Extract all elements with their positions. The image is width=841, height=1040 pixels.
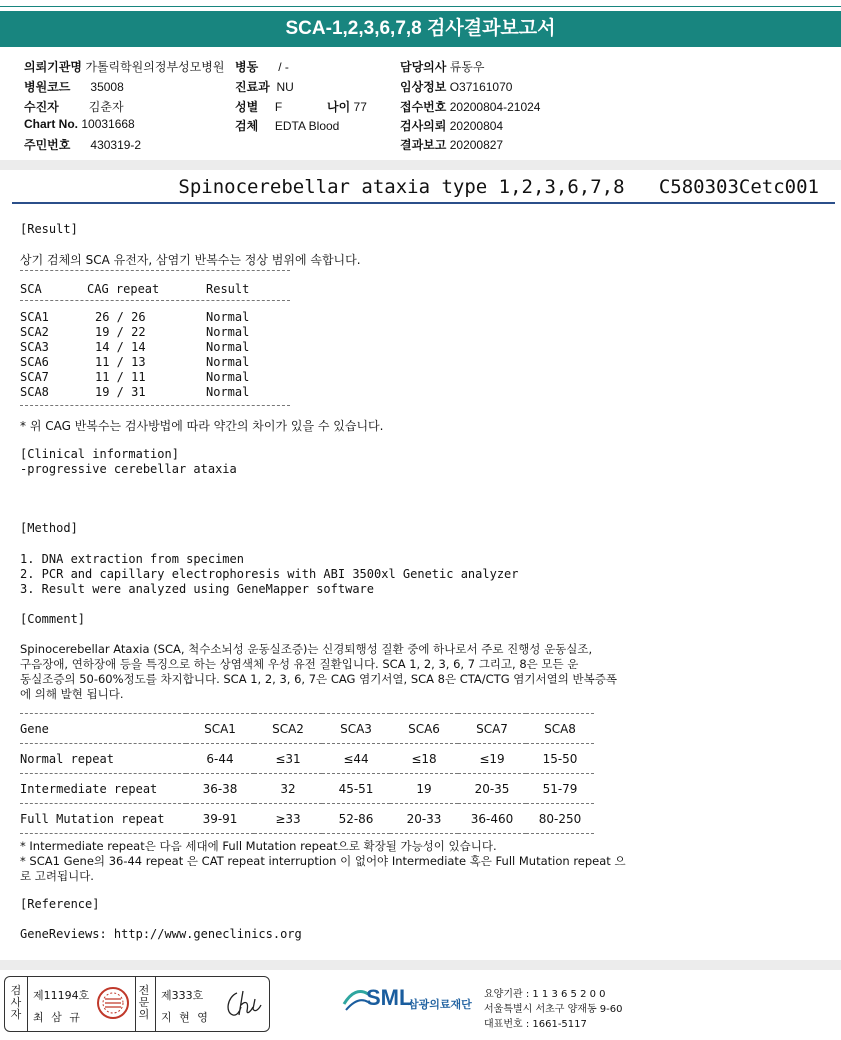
gene-cell: 36-460 [458,804,526,834]
result-sca-cell: SCA7 [20,370,49,384]
info-ward: 병동 / - [235,60,289,74]
tester-label: 검 사 자 [10,984,22,1021]
info-clinical: 임상정보 O37161070 [400,80,513,94]
gene-cell: ≤44 [322,744,390,774]
result-summary: 상기 검체의 SCA 유전자, 삼염기 반복수는 정상 범위에 속합니다. [20,253,361,267]
result-result-cell: Normal [206,370,250,384]
result-sca-cell: SCA6 [20,355,49,369]
gene-table-header [20,714,594,744]
gene-cell: SCA2 [254,714,322,744]
org-name: 삼광의료재단 [408,998,472,1011]
method-header: [Method] [20,521,78,535]
result-result-cell: Normal [206,340,250,354]
result-repeat-cell: 19 / 22 [95,325,146,339]
gene-table-row [20,744,594,774]
result-repeat-cell: 11 / 13 [95,355,146,369]
gene-row-label: Gene [20,714,186,744]
gene-cell: 15-50 [526,744,594,774]
info-report-date: 결과보고 20200827 [400,138,504,152]
gene-cell: 80-250 [526,804,594,834]
info-receipt-no: 접수번호 20200804-21024 [400,100,541,114]
comment-line-1: Spinocerebellar Ataxia (SCA, 척수소뇌성 운동실조증)는 신경퇴행성 질환 중에 하나로서 주로 진행성 운동실조, [20,642,593,656]
result-divider-mid [20,300,290,301]
gene-row-label: Intermediate repeat [20,774,186,804]
info-doctor: 담당의사 류동우 [400,60,485,74]
gene-cell: ≤18 [390,744,458,774]
note-1: * Intermediate repeat은 다음 세대에 Full Mutation repeat으로 확장될 가능성이 있습니다. [20,839,497,853]
comment-header: [Comment] [20,612,86,626]
gene-repeat-table [20,713,594,834]
gene-row-label: Full Mutation repeat [20,804,186,834]
address-line-2: 서울특별시 서초구 양재동 9-60 [484,1004,623,1015]
info-institution: 의뢰기관명 가톨릭학원의정부성모병원 [24,60,225,74]
gene-row-label: Normal repeat [20,744,186,774]
specialist-label: 전 문 의 [138,984,150,1021]
address-line-1: 요양기관 : 1 1 3 6 5 2 0 0 [484,989,606,1000]
gene-cell: 20-33 [390,804,458,834]
specialist-name: 지 현 영 [161,1011,210,1024]
result-sca-cell: SCA3 [20,340,49,354]
reference-text: GeneReviews: http://www.geneclinics.org [20,927,302,941]
gene-cell: 6-44 [186,744,254,774]
result-result-cell: Normal [206,355,250,369]
info-age: 나이 77 [327,100,367,114]
note-3: 로 고려됩니다. [20,869,94,883]
separator-band [0,160,841,170]
result-header: [Result] [20,222,78,236]
address-line-3: 대표번호 : 1661-5117 [484,1019,587,1030]
result-divider-top [20,270,290,271]
gene-cell: SCA8 [526,714,594,744]
gene-cell: 20-35 [458,774,526,804]
seal-stamp-icon [95,985,131,1021]
test-heading: Spinocerebellar ataxia type 1,2,3,6,7,8 C580303Cetc001 [178,176,819,198]
method-item-1: 1. DNA extraction from specimen [20,552,244,566]
result-repeat-cell: 26 / 26 [95,310,146,324]
gene-cell: 19 [390,774,458,804]
gene-cell: 45-51 [322,774,390,804]
gene-cell: SCA1 [186,714,254,744]
method-item-3: 3. Result were analyzed using GeneMapper software [20,582,375,596]
clinical-text: -progressive cerebellar ataxia [20,462,237,476]
comment-line-2: 구음장애, 연하장애 등을 특징으로 하는 상염색체 우성 유전 질환입니다. SCA 1, 2, 3, 6, 7 그리고, 8은 모든 운 [20,657,579,671]
top-rule [0,6,841,7]
result-result-cell: Normal [206,385,250,399]
info-department: 진료과 NU [235,80,294,94]
gene-cell: SCA3 [322,714,390,744]
info-hospital-code: 병원코드 35008 [24,80,124,94]
info-chart-no: Chart No. 10031668 [24,117,135,131]
tester-name: 최 삼 규 [33,1011,82,1024]
report-title: SCA-1,2,3,6,7,8 검사결과보고서 [0,11,841,47]
info-sex: 성별 F [235,100,283,114]
clinical-header: [Clinical information] [20,447,179,461]
gene-cell: SCA6 [390,714,458,744]
result-repeat-cell: 11 / 11 [95,370,146,384]
note-2: * SCA1 Gene의 36-44 repeat 은 CAT repeat interruption 이 없어야 Intermediate 혹은 Full Mutation repeat 으 [20,854,626,868]
result-result-cell: Normal [206,310,250,324]
comment-line-4: 에 의해 발현 됩니다. [20,687,124,701]
result-result-cell: Normal [206,325,250,339]
gene-cell: 51-79 [526,774,594,804]
result-repeat-cell: 14 / 14 [95,340,146,354]
gene-cell: 36-38 [186,774,254,804]
result-repeat-cell: 19 / 31 [95,385,146,399]
tester-license: 제11194호 [33,989,90,1002]
info-patient: 수진자 김춘자 [24,100,124,114]
gene-cell: SCA7 [458,714,526,744]
footer-band [0,960,841,970]
result-note: * 위 CAG 반복수는 검사방법에 따라 약간의 차이가 있을 수 있습니다. [20,419,384,433]
result-col-sca: SCA [20,282,42,296]
result-sca-cell: SCA1 [20,310,49,324]
result-sca-cell: SCA8 [20,385,49,399]
method-item-2: 2. PCR and capillary electrophoresis with ABI 3500xl Genetic analyzer [20,567,519,581]
gene-cell: 39-91 [186,804,254,834]
specialist-license: 제333호 [161,989,204,1002]
info-request-date: 검사의뢰 20200804 [400,119,504,133]
signature-box [4,976,270,1032]
heading-underline [12,202,835,204]
gene-table-row [20,774,594,804]
signature-icon [223,987,263,1021]
result-col-repeat: CAG repeat [87,282,160,296]
gene-cell: ≤19 [458,744,526,774]
reference-header: [Reference] [20,897,100,911]
gene-cell: ≤31 [254,744,322,774]
sml-logo-text: SML [366,985,413,1010]
comment-line-3: 동실조증의 50-60%정도를 차지합니다. SCA 1, 2, 3, 6, 7은 CAG 염기서열, SCA 8은 CTA/CTG 염기서열의 반복증폭 [20,672,617,686]
result-col-result: Result [206,282,250,296]
test-code: C580303Cetc001 [658,176,819,198]
info-resident-no: 주민번호 430319-2 [24,138,142,152]
result-sca-cell: SCA2 [20,325,49,339]
gene-table-row [20,804,594,834]
gene-cell: 52-86 [322,804,390,834]
result-divider-bottom [20,405,290,406]
info-specimen: 검체 EDTA Blood [235,119,340,133]
gene-cell: 32 [254,774,322,804]
gene-cell: ≥33 [254,804,322,834]
